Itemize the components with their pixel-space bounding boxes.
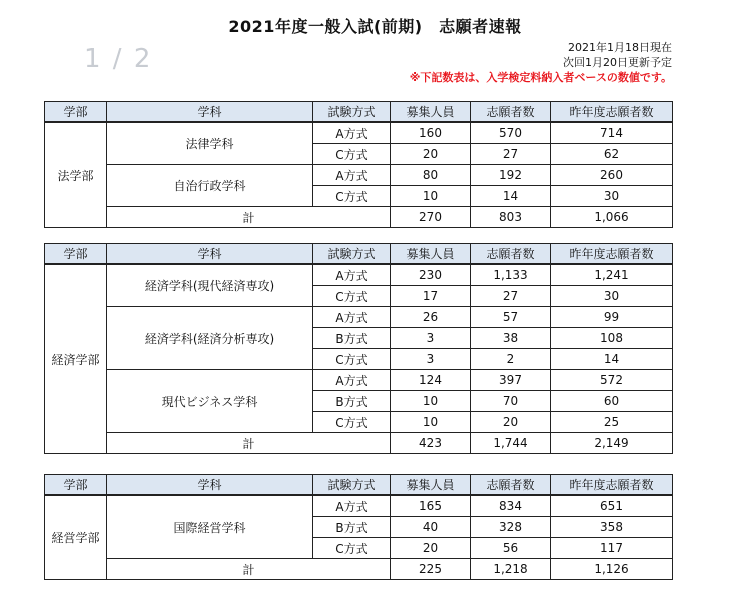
- total-applicants: 803: [471, 207, 551, 228]
- col-header-last-year: 昨年度志願者数: [551, 102, 673, 123]
- table-header-row: [45, 244, 673, 265]
- quota-cell: 26: [391, 307, 471, 328]
- col-header-quota: 募集人員: [391, 102, 471, 123]
- quota-cell: 124: [391, 370, 471, 391]
- method-cell: A方式: [313, 370, 391, 391]
- col-header-applicants: 志願者数: [471, 244, 551, 265]
- page-counter: 1 / 2: [84, 44, 153, 74]
- department-cell: 経済学科(現代経済専攻): [107, 264, 313, 307]
- last-year-cell: 714: [551, 122, 673, 144]
- col-header-applicants: 志願者数: [471, 102, 551, 123]
- last-year-cell: 117: [551, 538, 673, 559]
- col-header-method: 試験方式: [313, 475, 391, 496]
- applicants-cell: 56: [471, 538, 551, 559]
- quota-cell: 10: [391, 412, 471, 433]
- col-header-department: 学科: [107, 102, 313, 123]
- as-of-date: 2021年1月18日現在: [568, 41, 672, 54]
- table-row: [45, 264, 673, 286]
- method-cell: C方式: [313, 412, 391, 433]
- quota-cell: 40: [391, 517, 471, 538]
- quota-cell: 20: [391, 538, 471, 559]
- department-cell: 現代ビジネス学科: [107, 370, 313, 433]
- method-cell: B方式: [313, 517, 391, 538]
- last-year-cell: 25: [551, 412, 673, 433]
- last-year-cell: 108: [551, 328, 673, 349]
- method-cell: A方式: [313, 165, 391, 186]
- table-row: [45, 370, 673, 391]
- last-year-cell: 260: [551, 165, 673, 186]
- table-row: [45, 165, 673, 186]
- method-cell: C方式: [313, 349, 391, 370]
- col-header-faculty: 学部: [45, 102, 107, 123]
- last-year-cell: 1,241: [551, 264, 673, 286]
- total-label: 計: [107, 559, 391, 580]
- col-header-applicants: 志願者数: [471, 475, 551, 496]
- faculty-cell: 法学部: [45, 122, 107, 228]
- department-cell: 自治行政学科: [107, 165, 313, 207]
- total-last-year: 2,149: [551, 433, 673, 454]
- table-row: [45, 307, 673, 328]
- total-row: [45, 433, 673, 454]
- applicants-cell: 20: [471, 412, 551, 433]
- quota-cell: 17: [391, 286, 471, 307]
- col-header-department: 学科: [107, 244, 313, 265]
- col-header-faculty: 学部: [45, 475, 107, 496]
- applicants-table-economics: [44, 243, 673, 454]
- table-row: [45, 495, 673, 517]
- col-header-method: 試験方式: [313, 244, 391, 265]
- total-quota: 225: [391, 559, 471, 580]
- col-header-department: 学科: [107, 475, 313, 496]
- quota-cell: 3: [391, 328, 471, 349]
- method-cell: C方式: [313, 286, 391, 307]
- department-cell: 国際経営学科: [107, 495, 313, 559]
- last-year-cell: 30: [551, 186, 673, 207]
- method-cell: C方式: [313, 538, 391, 559]
- department-cell: 法律学科: [107, 122, 313, 165]
- last-year-cell: 62: [551, 144, 673, 165]
- last-year-cell: 30: [551, 286, 673, 307]
- department-cell: 経済学科(経済分析専攻): [107, 307, 313, 370]
- total-row: [45, 559, 673, 580]
- method-cell: A方式: [313, 495, 391, 517]
- quota-cell: 3: [391, 349, 471, 370]
- table-row: [45, 122, 673, 144]
- total-last-year: 1,066: [551, 207, 673, 228]
- quota-cell: 20: [391, 144, 471, 165]
- faculty-cell: 経済学部: [45, 264, 107, 454]
- status-info: [410, 40, 672, 85]
- applicants-cell: 192: [471, 165, 551, 186]
- last-year-cell: 572: [551, 370, 673, 391]
- applicants-cell: 27: [471, 286, 551, 307]
- col-header-last-year: 昨年度志願者数: [551, 475, 673, 496]
- last-year-cell: 60: [551, 391, 673, 412]
- col-header-quota: 募集人員: [391, 244, 471, 265]
- page-title: 2021年度一般入試(前期) 志願者速報: [228, 17, 522, 36]
- total-quota: 270: [391, 207, 471, 228]
- footnote: ※下記数表は、入学検定料納入者ベースの数値です。: [409, 71, 672, 84]
- col-header-last-year: 昨年度志願者数: [551, 244, 673, 265]
- table-header-row: [45, 475, 673, 496]
- col-header-faculty: 学部: [45, 244, 107, 265]
- quota-cell: 160: [391, 122, 471, 144]
- method-cell: A方式: [313, 264, 391, 286]
- applicants-cell: 570: [471, 122, 551, 144]
- faculty-cell: 経営学部: [45, 495, 107, 580]
- table-header-row: [45, 102, 673, 123]
- method-cell: C方式: [313, 186, 391, 207]
- applicants-cell: 328: [471, 517, 551, 538]
- total-label: 計: [107, 207, 391, 228]
- applicants-cell: 70: [471, 391, 551, 412]
- applicants-cell: 57: [471, 307, 551, 328]
- last-year-cell: 99: [551, 307, 673, 328]
- applicants-cell: 27: [471, 144, 551, 165]
- total-quota: 423: [391, 433, 471, 454]
- applicants-cell: 38: [471, 328, 551, 349]
- method-cell: A方式: [313, 307, 391, 328]
- total-row: [45, 207, 673, 228]
- quota-cell: 80: [391, 165, 471, 186]
- applicants-cell: 14: [471, 186, 551, 207]
- method-cell: A方式: [313, 122, 391, 144]
- applicants-cell: 834: [471, 495, 551, 517]
- method-cell: B方式: [313, 328, 391, 349]
- total-last-year: 1,126: [551, 559, 673, 580]
- last-year-cell: 651: [551, 495, 673, 517]
- applicants-table-law: [44, 101, 673, 228]
- next-update: 次回1月20日更新予定: [563, 56, 672, 69]
- quota-cell: 10: [391, 186, 471, 207]
- applicants-cell: 397: [471, 370, 551, 391]
- quota-cell: 230: [391, 264, 471, 286]
- last-year-cell: 14: [551, 349, 673, 370]
- applicants-table-management: [44, 474, 673, 580]
- col-header-method: 試験方式: [313, 102, 391, 123]
- method-cell: B方式: [313, 391, 391, 412]
- quota-cell: 165: [391, 495, 471, 517]
- method-cell: C方式: [313, 144, 391, 165]
- quota-cell: 10: [391, 391, 471, 412]
- last-year-cell: 358: [551, 517, 673, 538]
- col-header-quota: 募集人員: [391, 475, 471, 496]
- applicants-cell: 1,133: [471, 264, 551, 286]
- total-applicants: 1,744: [471, 433, 551, 454]
- applicants-cell: 2: [471, 349, 551, 370]
- total-applicants: 1,218: [471, 559, 551, 580]
- total-label: 計: [107, 433, 391, 454]
